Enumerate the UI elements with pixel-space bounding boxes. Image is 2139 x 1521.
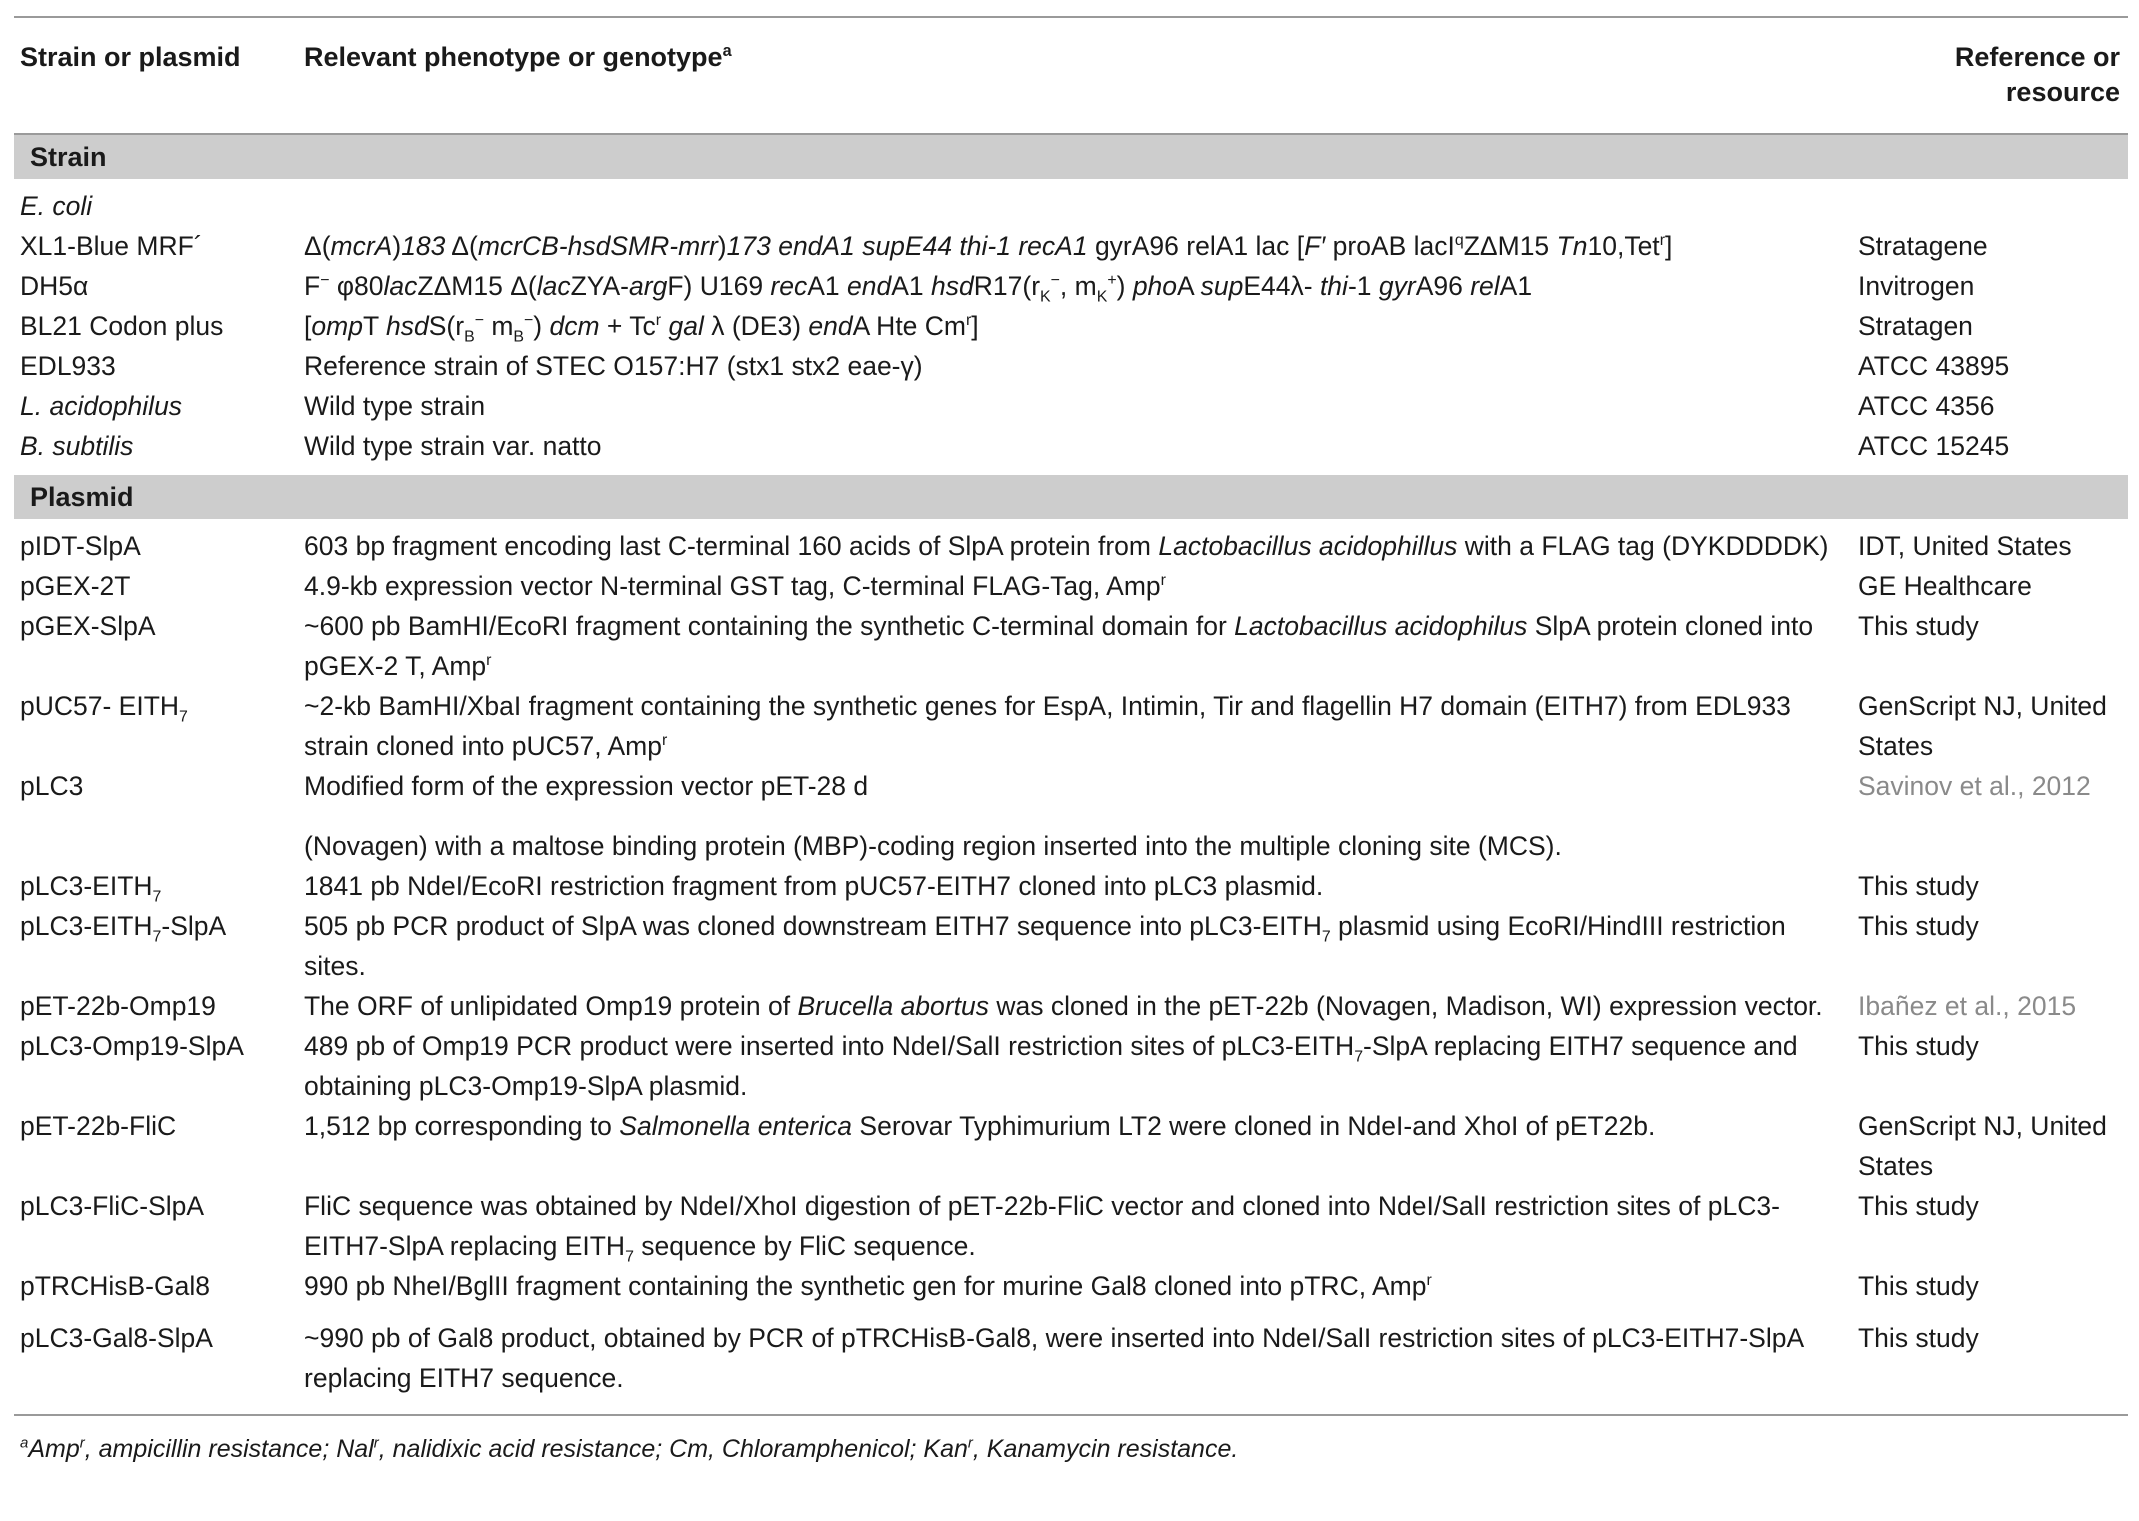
table-row (14, 519, 2128, 566)
table-footnote: $^a$Amp$^r$, ampicillin resistance; Nal$^r$, nalidixic acid resistance; Cm, Chloramphenicol; Kan$^r$, Kanamycin resistance. (20, 1434, 1239, 1464)
row-description: ~2-kb BamHI/XbaI fragment containing the synthetic genes for EspA, Intimin, Tir and flagellin H7 domain (EITH7) from EDL933 strain cloned into pUC57, Amp$^r$ (304, 691, 1791, 762)
row-name: DH5α (20, 271, 89, 302)
table-row (14, 906, 2128, 986)
row-description: 603 bp fragment encoding last C-terminal 160 acids of SlpA protein from Lactobacillus acidophillus with a FLAG tag (DYKDDDDK) (304, 531, 1829, 562)
row-reference: This study (1858, 1271, 1979, 1302)
header-strain-or-plasmid: Strain or plasmid (20, 42, 241, 72)
table-row (14, 1266, 2128, 1306)
row-reference-citation[interactable]: Savinov et al., 2012 (1858, 771, 2091, 802)
row-reference: This study (1858, 611, 1979, 642)
row-name: BL21 Codon plus (20, 311, 224, 342)
row-description: 1,512 bp corresponding to Salmonella enterica Serovar Typhimurium LT2 were cloned in NdeI-and XhoI of pET22b. (304, 1111, 1656, 1142)
strain-plasmid-table (14, 18, 2128, 1414)
table-row (14, 566, 2128, 606)
row-name: pUC57- $EITH_7$ (20, 691, 188, 726)
row-reference: This study (1858, 1191, 1979, 1222)
row-name: pLC3-Gal8-SlpA (20, 1323, 213, 1354)
table-row (14, 1106, 2128, 1186)
row-genotype: Δ(mcrA)183 Δ(mcrCB-hsdSMR-mrr)173 endA1 supE44 thi-1 recA1 gyrA96 relA1 lac [F′ proAB lacI$^q$ZΔM15 Tn10,Tet$^r$] (304, 231, 1673, 262)
row-name: pLC3 (20, 771, 84, 802)
row-name: pGEX-SlpA (20, 611, 156, 642)
row-reference: ATCC 15245 (1858, 431, 2010, 462)
section-label-strain: Strain (14, 134, 2128, 179)
row-reference: Stratagen (1858, 311, 1973, 342)
row-reference: This study (1858, 1323, 1979, 1354)
table-row (14, 226, 2128, 266)
row-reference: This study (1858, 1031, 1979, 1062)
table-row (14, 986, 2128, 1026)
row-description: FliC sequence was obtained by NdeI/XhoI digestion of pET-22b-FliC vector and cloned into NdeI/SalI restriction sites of pLC3-EITH7-SlpA replacing $EITH_7$ sequence by FliC sequence. (304, 1191, 1780, 1266)
row-description: 505 pb PCR product of SlpA was cloned downstream EITH7 sequence into $pLC3-EITH_7$ plasmid using EcoRI/HindIII restriction sites. (304, 911, 1786, 982)
table-row (14, 306, 2128, 346)
row-reference: ATCC 4356 (1858, 391, 1995, 422)
row-name: XL1-Blue MRF´ (20, 231, 203, 262)
table-row (14, 266, 2128, 306)
table-row (14, 426, 2128, 475)
header-row (14, 18, 2128, 134)
row-description: (Novagen) with a maltose binding protein (MBP)-coding region inserted into the multiple cloning site (MCS). (304, 831, 1562, 862)
row-name (14, 179, 298, 226)
organism-name: E. coli (20, 191, 93, 222)
row-description: 4.9-kb expression vector N-terminal GST tag, C-terminal FLAG-Tag, Amp$^r$ (304, 571, 1166, 602)
row-genotype: Reference strain of STEC O157:H7 (stx1 stx2 eae-γ) (304, 351, 923, 382)
row-name: pET-22b-Omp19 (20, 991, 216, 1022)
row-reference: This study (1858, 871, 1979, 902)
table-container (14, 16, 2128, 1466)
table-row (14, 1306, 2128, 1414)
organism-name: B. subtilis (20, 431, 134, 462)
table-row (14, 606, 2128, 686)
table-row (14, 386, 2128, 426)
row-genotype: F− φ80lacZΔM15 Δ(lacZYA-argF) U169 recA1 endA1 $hsdR17(r_K^-$, $m_K^+$) phoA supE44λ- thi-1 gyrA96 relA1 (304, 271, 1533, 306)
table-row (14, 1186, 2128, 1266)
row-reference: IDT, United States (1858, 531, 2072, 562)
row-name: EDL933 (20, 351, 116, 382)
row-description: 1841 pb NdeI/EcoRI restriction fragment from pUC57-EITH7 cloned into pLC3 plasmid. (304, 871, 1324, 902)
row-reference: GenScript NJ, United States (1858, 1111, 2107, 1182)
row-name: pGEX-2T (20, 571, 131, 602)
row-genotype: Wild type strain (304, 391, 486, 422)
row-name: pLC3-FliC-SlpA (20, 1191, 205, 1222)
section-label-plasmid: Plasmid (14, 475, 2128, 519)
table-row (14, 866, 2128, 906)
row-reference-citation[interactable]: Ibañez et al., 2015 (1858, 991, 2077, 1022)
row-name (14, 386, 298, 426)
table-row (14, 179, 2128, 226)
table-row (14, 686, 2128, 766)
table-row (14, 806, 2128, 866)
row-name: pLC3-Omp19-SlpA (20, 1031, 244, 1062)
row-name: pIDT-SlpA (20, 531, 141, 562)
row-name: pTRCHisB-Gal8 (20, 1271, 210, 1302)
header-phenotype-label: Relevant phenotype or genotype (304, 42, 723, 72)
row-name (14, 426, 298, 475)
row-description: ~990 pb of Gal8 product, obtained by PCR of pTRCHisB-Gal8, were inserted into NdeI/SalI restriction sites of pLC3-EITH7-SlpA replacing EITH7 sequence. (304, 1323, 1803, 1394)
row-reference: GenScript NJ, United States (1858, 691, 2107, 762)
header-phenotype-genotype (298, 18, 1850, 134)
row-description: 489 pb of Omp19 PCR product were inserted into NdeI/SalI restriction sites of $pLC3-EITH_7$-SlpA replacing EITH7 sequence and obtaining pLC3-Omp19-SlpA plasmid. (304, 1031, 1798, 1102)
row-reference: Stratagene (1858, 231, 1988, 262)
table-row (14, 346, 2128, 386)
row-name: $pLC3-EITH_7$-SlpA (20, 911, 227, 946)
row-reference: ATCC 43895 (1858, 351, 2010, 382)
row-genotype: Wild type strain var. natto (304, 431, 602, 462)
header-footnote-marker: a (722, 42, 732, 60)
row-reference: This study (1858, 911, 1979, 942)
table-row (14, 1026, 2128, 1106)
row-name: $pLC3-EITH_7$ (20, 871, 162, 906)
row-description: ~600 pb BamHI/EcoRI fragment containing the synthetic C-terminal domain for Lactobacillus acidophilus SlpA protein cloned into pGEX-2 T, Amp$^r$ (304, 611, 1814, 682)
table-row (14, 766, 2128, 806)
row-name: pET-22b-FliC (20, 1111, 177, 1142)
row-description: 990 pb NheI/BglII fragment containing the synthetic gen for murine Gal8 cloned into pTRC, Amp$^r$ (304, 1271, 1432, 1302)
section-row-strain (14, 134, 2128, 179)
row-description: Modified form of the expression vector pET-28 d (304, 771, 869, 802)
row-reference: Invitrogen (1858, 271, 1975, 302)
row-genotype: [ompT $hsdS(r_B^-$ $m_B^-$) dcm + $Tc^r$ gal λ (DE3) endA Hte Cm$^r$] (304, 311, 979, 346)
organism-name: L. acidophilus (20, 391, 183, 422)
row-reference: GE Healthcare (1858, 571, 2032, 602)
row-description: The ORF of unlipidated Omp19 protein of Brucella abortus was cloned in the pET-22b (Novagen, Madison, WI) expression vector. (304, 991, 1823, 1022)
header-reference: Reference or resource (1954, 42, 2120, 108)
section-row-plasmid (14, 475, 2128, 519)
